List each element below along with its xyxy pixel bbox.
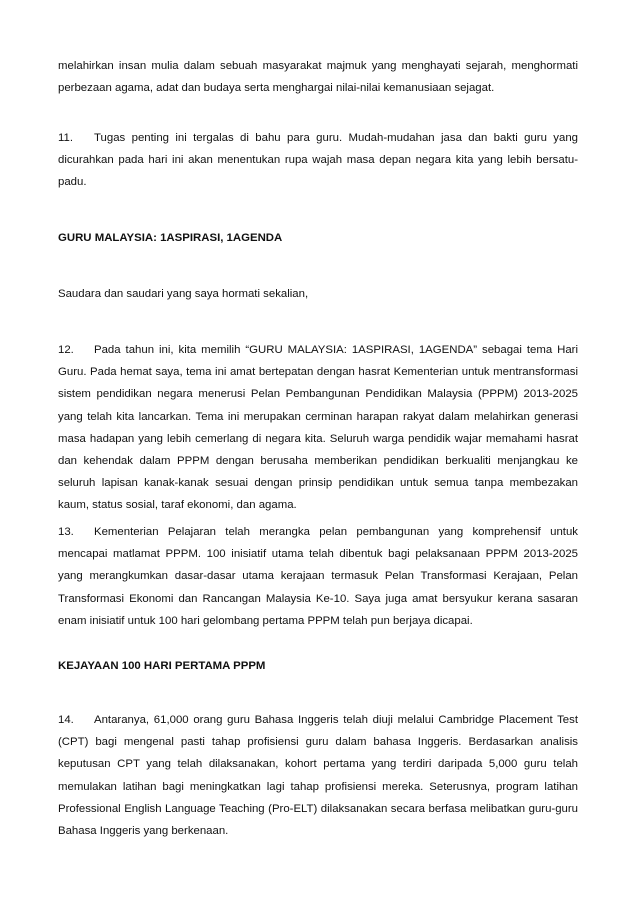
paragraph-text: melahirkan insan mulia dalam sebuah masyarakat majmuk yang menghayati sejarah, menghormati perbezaan agama, adat dan budaya serta menghargai nilai-nilai kemanusiaan sejagat.	[58, 60, 578, 95]
paragraph-13	[58, 521, 578, 632]
paragraph-text: Antaranya, 61,000 orang guru Bahasa Inggeris telah diuji melalui Cambridge Placement Test (CPT) bagi mengenal pasti tahap profisiensi guru dalam bahasa Inggeris. Berdasarkan analisis keputusan CPT yang telah dilaksanakan, kohort pertama yang terdiri daripada 5,000 guru telah memulakan latihan bagi meningkatkan lagi tahap profisiensi mereka. Seterusnya, program latihan Professional English Language Teaching (Pro-ELT) dilaksanakan secara berfasa melibatkan guru-guru Bahasa Inggeris yang berkenaan.	[58, 714, 578, 838]
paragraph-number: 11.	[58, 132, 73, 144]
paragraph-number: 12.	[58, 344, 74, 356]
section-heading-guru-malaysia: GURU MALAYSIA: 1ASPIRASI, 1AGENDA	[58, 232, 283, 244]
paragraph-14	[58, 709, 578, 842]
paragraph-number: 14.	[58, 714, 74, 726]
paragraph-continuation	[58, 55, 578, 99]
paragraph-text: Kementerian Pelajaran telah merangka pelan pembangunan yang komprehensif untuk mencapai matlamat PPPM. 100 inisiatif utama telah dibentuk bagi pelaksanaan PPPM 2013-2025 yang merangkumkan dasar-dasar utama kerajaan termasuk Pelan Transformasi Kerajaan, Pelan Transformasi Ekonomi dan Rancangan Malaysia Ke-10. Saya juga amat bersyukur kerana sasaran enam inisiatif untuk 100 hari gelombang pertama PPPM telah pun berjaya dicapai.	[58, 526, 578, 627]
salutation: Saudara dan saudari yang saya hormati sekalian,	[58, 288, 309, 300]
paragraph-text: Tugas penting ini tergalas di bahu para guru. Mudah-mudahan jasa dan bakti guru yang dicurahkan pada hari ini akan menentukan rupa wajah masa depan negara kita yang lebih bersatu-padu.	[58, 132, 578, 189]
paragraph-number: 13.	[58, 526, 74, 538]
paragraph-text: Pada tahun ini, kita memilih “GURU MALAYSIA: 1ASPIRASI, 1AGENDA” sebagai tema Hari Guru. Pada hemat saya, tema ini amat bertepatan dengan hasrat Kementerian untuk mentransformasi sistem pendidikan negara menerusi Pelan Pembangunan Pendidikan Malaysia (PPPM) 2013-2025 yang telah kita lancarkan. Tema ini merupakan cerminan harapan rakyat dalam melahirkan generasi masa hadapan yang lebih cemerlang di negara kita. Seluruh warga pendidik wajar memahami hasrat dan kehendak dalam PPPM dengan berusaha memberikan pendidikan berkualiti menjangkau ke seluruh lapisan kanak-kanak sesuai dengan prinsip pendidikan untuk semua tanpa membezakan kaum, status sosial, taraf ekonomi, dan agama.	[58, 344, 578, 512]
paragraph-12	[58, 339, 578, 517]
section-heading-kejayaan: KEJAYAAN 100 HARI PERTAMA PPPM	[58, 660, 266, 672]
paragraph-11	[58, 127, 578, 194]
